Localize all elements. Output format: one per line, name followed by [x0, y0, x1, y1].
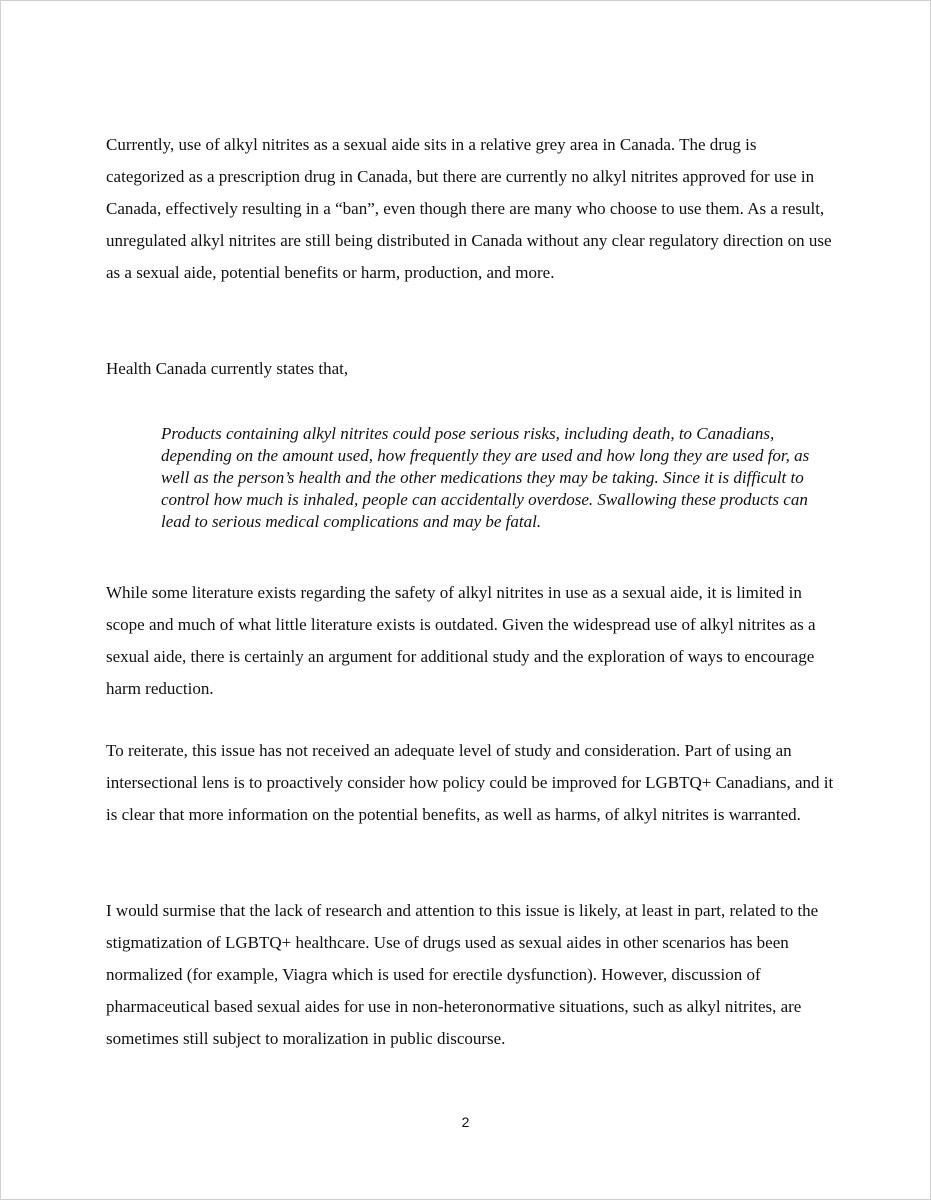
paragraph-stigmatization: I would surmise that the lack of research and attention to this issue is likely, at least in part, related to the stigmatization of LGBTQ+ healthcare. Use of drugs used as sexual aides in other scenarios has been normalized (for example, Viagra which is used for erectile dysfunction). However, discussion of pharmaceutical based sexual aides for use in non-heteronormative situations, such as alkyl nitrites, are sometimes still subject to moralization in public discourse. — [106, 901, 819, 1048]
paragraph-health-canada-intro: Health Canada currently states that, — [106, 359, 349, 378]
page-number: 2 — [461, 1114, 470, 1130]
paragraph-literature: While some literature exists regarding the safety of alkyl nitrites in use as a sexual aide, it is limited in scope and much of what little literature exists is outdated. Given the widespread use of alkyl nitrites as a sexual aide, there is certainly an argument for additional study and the exploration of ways to encourage harm reduction. — [106, 583, 816, 698]
block-quote-health-canada: Products containing alkyl nitrites could pose serious risks, including death, to Canadians, depending on the amount used, how frequently they are used and how long they are used for, as well as the person’s health and the other medications they may be taking. Since it is difficult to control how much is inhaled, people can accidentally overdose. Swallowing these products can lead to serious medical complications and may be fatal. — [161, 424, 810, 531]
paragraph-reiterate: To reiterate, this issue has not received an adequate level of study and consideration. Part of using an intersectional lens is to proactively consider how policy could be improved for LGBTQ+ Canadians, and it is clear that more information on the potential benefits, as well as harms, of alkyl nitrites is warranted. — [106, 741, 834, 824]
paragraph-grey-area: Currently, use of alkyl nitrites as a sexual aide sits in a relative grey area in Canada. The drug is categorized as a prescription drug in Canada, but there are currently no alkyl nitrites approved for use in Canada, effectively resulting in a “ban”, even though there are many who choose to use them. As a result, unregulated alkyl nitrites are still being distributed in Canada without any clear regulatory direction on use as a sexual aide, potential benefits or harm, production, and more. — [106, 135, 832, 282]
